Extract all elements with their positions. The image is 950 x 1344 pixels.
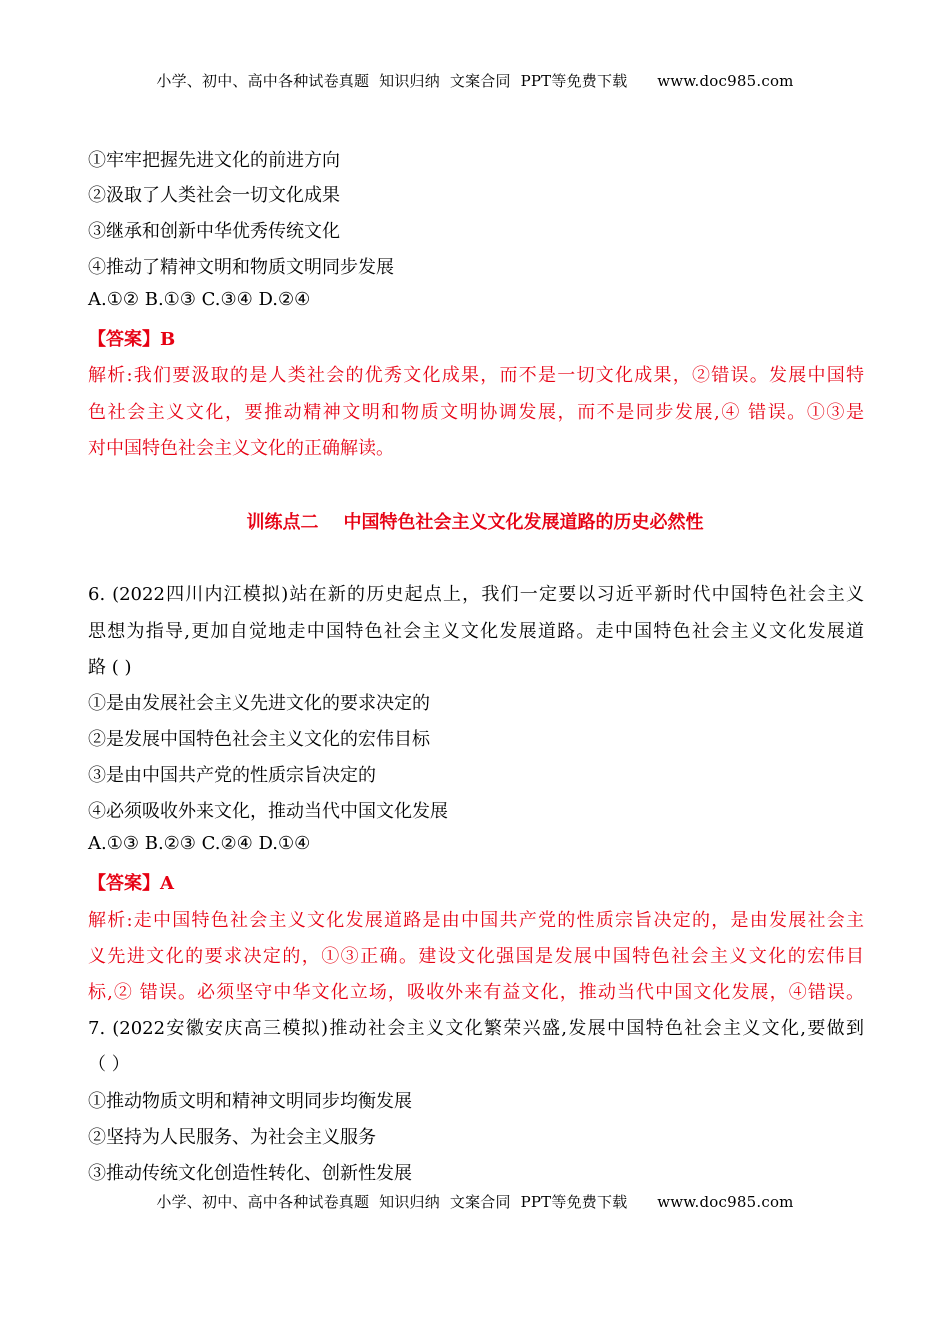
q5-choices: A.①② B.①③ C.③④ D.②④ <box>88 289 311 310</box>
q5-option-2: ②汲取了人类社会一切文化成果 <box>88 185 340 206</box>
q6-analysis-line-2 <box>88 942 864 968</box>
q7-option-1: ①推动物质文明和精神文明同步均衡发展 <box>88 1091 412 1112</box>
q6-stem-line-2 <box>88 617 864 643</box>
q5-analysis-line-1 <box>88 361 864 387</box>
q6-option-4: ④必须吸收外来文化，推动当代中国文化发展 <box>88 801 448 822</box>
q6-analysis-line-1 <box>88 906 864 932</box>
q7-stem-line-1 <box>88 1014 864 1040</box>
q6-stem-text-1: 6. (2022四川内江模拟)站在新的历史起点上，我们一定要以习近平新时代中国特色社会主义 <box>88 584 864 605</box>
q5-option-1: ①牢牢把握先进文化的前进方向 <box>88 150 340 171</box>
q6-analysis-text-2: 义先进文化的要求决定的，①③正确。建设文化强国是发展中国特色社会主义文化的宏伟目 <box>88 946 864 967</box>
q6-choices: A.①③ B.②③ C.②④ D.①④ <box>88 833 311 854</box>
q5-answer: 【答案】B <box>88 329 176 350</box>
q5-analysis-line-2 <box>88 398 864 424</box>
q6-option-2: ②是发展中国特色社会主义文化的宏伟目标 <box>88 729 430 750</box>
q6-analysis-line-3 <box>88 978 864 1004</box>
q5-option-3: ③继承和创新中华优秀传统文化 <box>88 221 340 242</box>
q5-analysis-line-3: 对中国特色社会主义文化的正确解读。 <box>88 438 394 459</box>
page-footer: 小学、初中、高中各种试卷真题 知识归纳 文案合同 PPT等免费下载 www.doc985.com <box>156 1193 794 1211</box>
q7-stem-line-2: （ ） <box>88 1054 130 1075</box>
page-header: 小学、初中、高中各种试卷真题 知识归纳 文案合同 PPT等免费下载 www.doc985.com <box>156 72 794 90</box>
q6-answer: 【答案】A <box>88 873 174 894</box>
q7-option-2: ②坚持为人民服务、为社会主义服务 <box>88 1127 376 1148</box>
q6-option-3: ③是由中国共产党的性质宗旨决定的 <box>88 765 376 786</box>
section-title: 训练点二 中国特色社会主义文化发展道路的历史必然性 <box>246 512 704 533</box>
q5-analysis-text-2: 色社会主义文化，要推动精神文明和物质文明协调发展，而不是同步发展,④ 错误。①③是 <box>88 402 864 423</box>
q6-analysis-text-3: 标,② 错误。必须坚守中华文化立场，吸收外来有益文化，推动当代中国文化发展，④错误。 <box>88 982 864 1003</box>
q6-stem-line-1 <box>88 580 864 606</box>
q6-stem-line-3: 路 ( ) <box>88 657 132 678</box>
q5-analysis-text-1: 解析:我们要汲取的是人类社会的优秀文化成果，而不是一切文化成果，②错误。发展中国特 <box>88 365 864 386</box>
q7-option-3: ③推动传统文化创造性转化、创新性发展 <box>88 1163 412 1184</box>
q5-option-4: ④推动了精神文明和物质文明同步发展 <box>88 257 394 278</box>
q6-stem-text-2: 思想为指导,更加自觉地走中国特色社会主义文化发展道路。走中国特色社会主义文化发展道 <box>88 621 864 642</box>
q6-analysis-text-1: 解析:走中国特色社会主义文化发展道路是由中国共产党的性质宗旨决定的，是由发展社会主 <box>88 910 864 931</box>
q7-stem-text-1: 7. (2022安徽安庆高三模拟)推动社会主义文化繁荣兴盛,发展中国特色社会主义文化,要做到 <box>88 1018 864 1039</box>
q6-option-1: ①是由发展社会主义先进文化的要求决定的 <box>88 693 430 714</box>
